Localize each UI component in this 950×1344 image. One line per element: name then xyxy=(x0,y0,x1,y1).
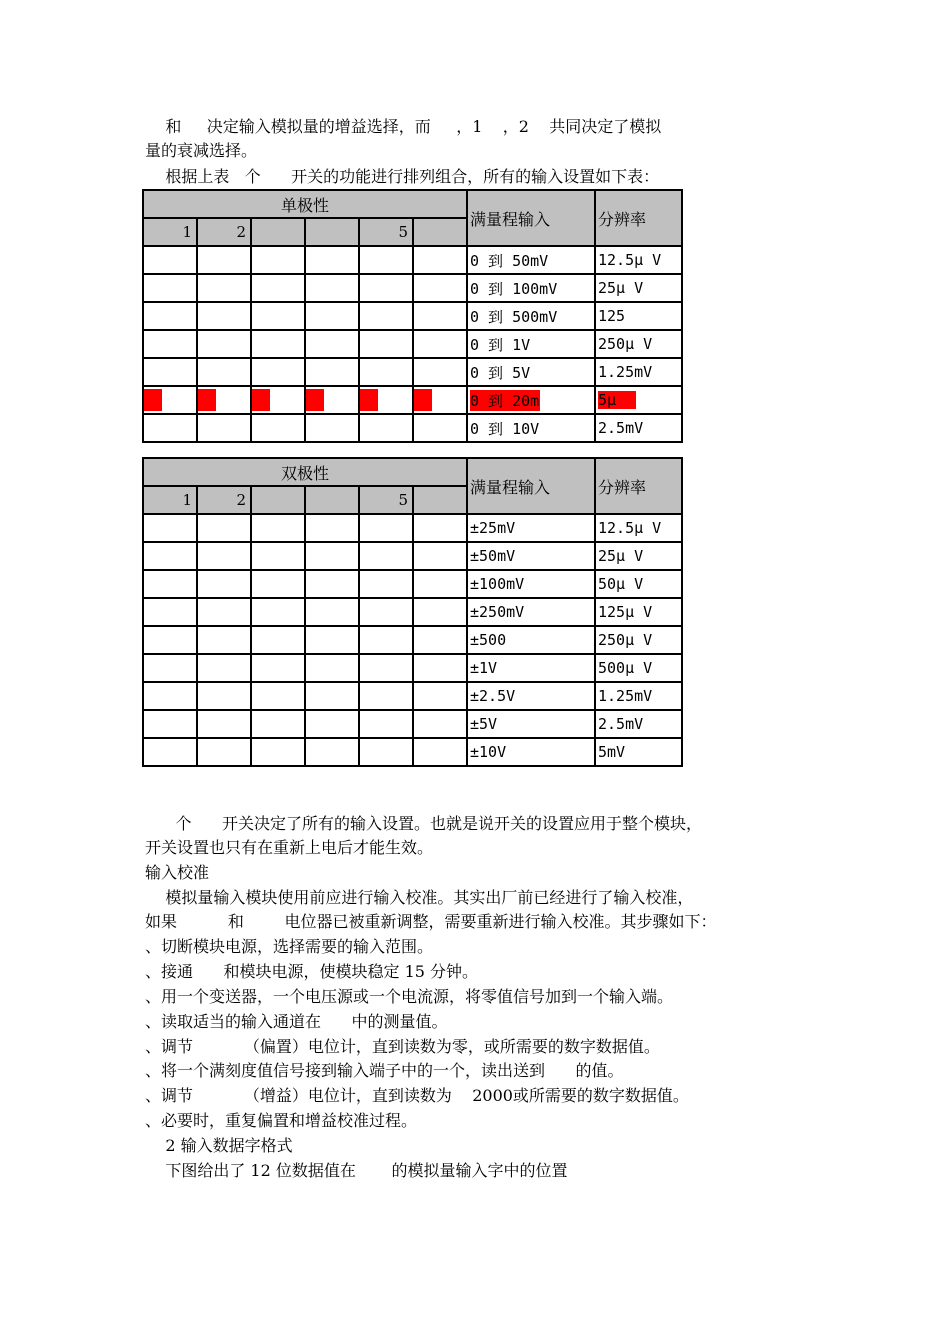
resolution-cell: 1.25mV xyxy=(595,358,682,386)
unipolar-switch-label xyxy=(413,218,467,246)
range-cell: ±25mV xyxy=(467,514,595,542)
unipolar-switch-label xyxy=(305,218,359,246)
range-cell: 0 到 50mV xyxy=(467,246,595,274)
highlight-mark xyxy=(198,389,216,411)
range-cell: 0 到 500mV xyxy=(467,302,595,330)
calibration-step: 、必要时，重复偏置和增益校准过程。 xyxy=(145,1111,418,1130)
unipolar-col-resolution: 分辨率 xyxy=(595,190,682,246)
table-row xyxy=(143,274,682,302)
resolution-cell: 1.25mV xyxy=(595,682,682,710)
unipolar-table xyxy=(142,189,683,443)
table-row xyxy=(143,710,682,738)
intro-line-1: 和 决定输入模拟量的增益选择，而 ，1 ，2 共同决定了模拟 xyxy=(145,117,662,136)
resolution-cell: 125μ V xyxy=(595,598,682,626)
table-row-highlighted xyxy=(143,386,682,414)
bipolar-switch-label xyxy=(305,486,359,514)
range-cell: 0 到 100mV xyxy=(467,274,595,302)
table-row xyxy=(143,542,682,570)
unipolar-title: 单极性 xyxy=(143,190,467,218)
bipolar-switch-label: 2 xyxy=(197,486,251,514)
table-row xyxy=(143,302,682,330)
table-row xyxy=(143,738,682,766)
resolution-cell: 25μ V xyxy=(595,542,682,570)
highlight-mark xyxy=(360,389,378,411)
range-cell: ±5V xyxy=(467,710,595,738)
range-cell: ±250mV xyxy=(467,598,595,626)
range-cell: ±50mV xyxy=(467,542,595,570)
unipolar-switch-label xyxy=(251,218,305,246)
calibration-step: 、读取适当的输入通道在 中的测量值。 xyxy=(145,1012,448,1031)
unipolar-switch-label: 2 xyxy=(197,218,251,246)
table-row xyxy=(143,570,682,598)
bipolar-table xyxy=(142,457,683,767)
table-row xyxy=(143,598,682,626)
table-row xyxy=(143,246,682,274)
highlight-mark xyxy=(414,389,432,411)
range-cell: ±1V xyxy=(467,654,595,682)
heading-data-word-format: 2 输入数据字格式 xyxy=(145,1136,293,1155)
calibration-step: 、调节 （偏置）电位计，直到读数为零，或所需要的数字数据值。 xyxy=(145,1037,660,1056)
highlight-mark xyxy=(144,389,162,411)
resolution-cell: 2.5mV xyxy=(595,710,682,738)
bipolar-switch-label xyxy=(251,486,305,514)
table-row xyxy=(143,414,682,442)
range-cell: 0 到 5V xyxy=(467,358,595,386)
intro-line-3: 根据上表 个 开关的功能进行排列组合，所有的输入设置如下表： xyxy=(145,167,660,186)
calibration-step: 、调节 （增益）电位计，直到读数为 2000或所需要的数字数据值。 xyxy=(145,1086,689,1105)
range-cell: ±10V xyxy=(467,738,595,766)
calibration-step: 、接通 和模块电源，使模块稳定 15 分钟。 xyxy=(145,962,479,981)
calibration-step: 、用一个变送器，一个电压源或一个电流源，将零值信号加到一个输入端。 xyxy=(145,987,674,1006)
paragraph-calibration-line-1: 模拟量输入模块使用前应进行输入校准。其实出厂前已经进行了输入校准， xyxy=(145,888,694,907)
range-cell: 0 到 1V xyxy=(467,330,595,358)
resolution-cell: 250μ V xyxy=(595,330,682,358)
range-cell: ±500 xyxy=(467,626,595,654)
paragraph-data-word: 下图给出了 12 位数据值在 的模拟量输入字中的位置 xyxy=(145,1161,568,1180)
resolution-cell: 12.5μ V xyxy=(595,514,682,542)
table-row xyxy=(143,358,682,386)
resolution-cell: 125 xyxy=(595,302,682,330)
highlight-mark xyxy=(252,389,270,411)
resolution-cell: 2.5mV xyxy=(595,414,682,442)
range-cell: ±100mV xyxy=(467,570,595,598)
table-row xyxy=(143,682,682,710)
bipolar-switch-label: 5 xyxy=(359,486,413,514)
range-cell: ±2.5V xyxy=(467,682,595,710)
table-row xyxy=(143,514,682,542)
bipolar-title: 双极性 xyxy=(143,458,467,486)
calibration-step: 、切断模块电源，选择需要的输入范围。 xyxy=(145,937,434,956)
highlight-mark xyxy=(306,389,324,411)
intro-line-2: 量的衰减选择。 xyxy=(145,141,258,160)
heading-input-calibration: 输入校准 xyxy=(145,863,210,882)
paragraph-calibration-line-2: 如果 和 电位器已被重新调整，需要重新进行输入校准。其步骤如下： xyxy=(145,912,717,931)
calibration-step: 、将一个满刻度值信号接到输入端子中的一个，读出送到 的值。 xyxy=(145,1061,624,1080)
resolution-cell: 5μ xyxy=(598,391,636,409)
bipolar-col-full-scale: 满量程输入 xyxy=(467,458,595,514)
bipolar-col-resolution: 分辨率 xyxy=(595,458,682,514)
bipolar-switch-label xyxy=(413,486,467,514)
unipolar-col-full-scale: 满量程输入 xyxy=(467,190,595,246)
resolution-cell: 250μ V xyxy=(595,626,682,654)
range-cell: 0 到 20m xyxy=(470,391,540,410)
table-row xyxy=(143,330,682,358)
unipolar-switch-label: 1 xyxy=(143,218,197,246)
paragraph-switch-line-2: 开关设置也只有在重新上电后才能生效。 xyxy=(145,838,434,857)
resolution-cell: 500μ V xyxy=(595,654,682,682)
resolution-cell: 5mV xyxy=(595,738,682,766)
range-cell: 0 到 10V xyxy=(467,414,595,442)
table-row xyxy=(143,654,682,682)
paragraph-switch-line-1: 个 开关决定了所有的输入设置。也就是说开关的设置应用于整个模块， xyxy=(145,814,703,833)
table-row xyxy=(143,626,682,654)
resolution-cell: 12.5μ V xyxy=(595,246,682,274)
resolution-cell: 25μ V xyxy=(595,274,682,302)
resolution-cell: 50μ V xyxy=(595,570,682,598)
bipolar-switch-label: 1 xyxy=(143,486,197,514)
unipolar-switch-label: 5 xyxy=(359,218,413,246)
